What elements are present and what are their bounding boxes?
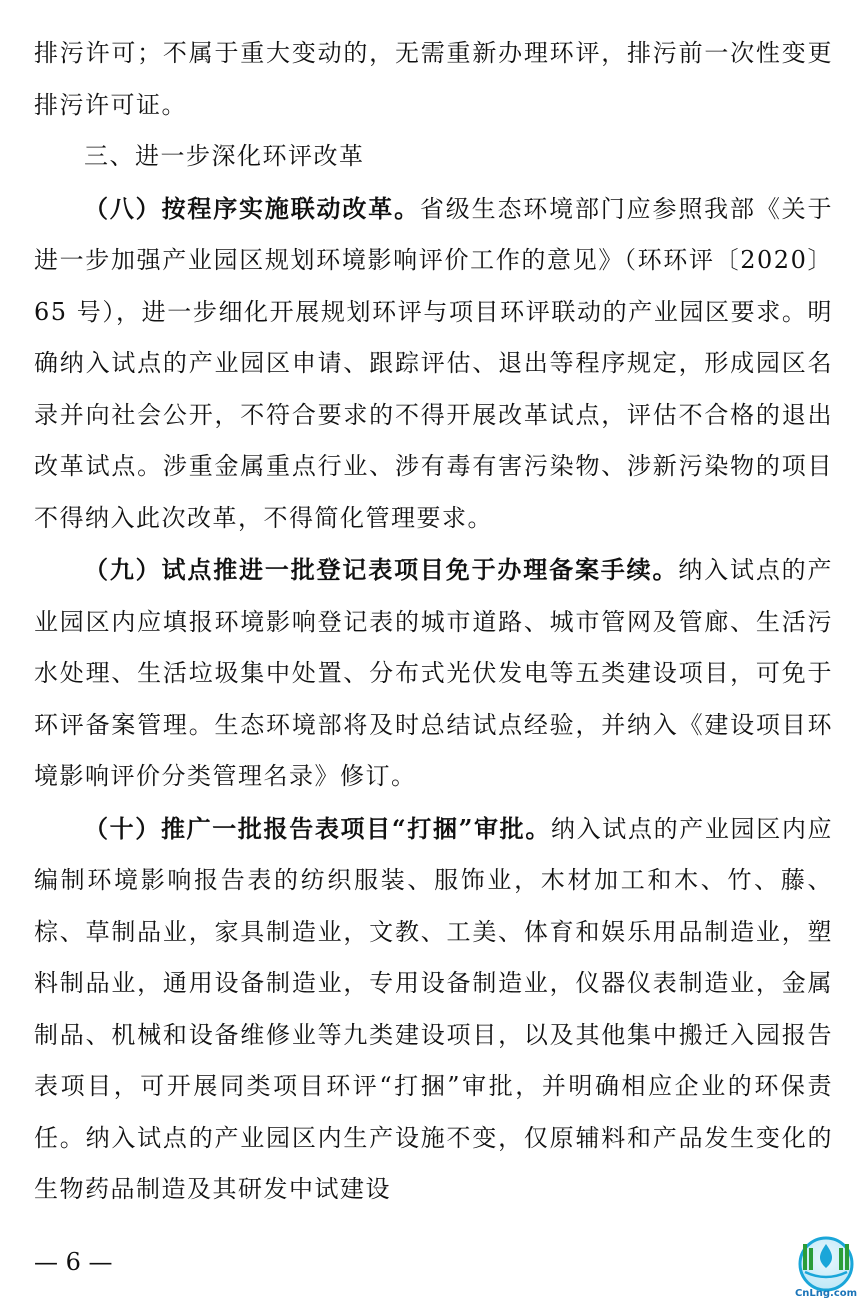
section-heading: 三、进一步深化环评改革 bbox=[84, 142, 365, 170]
item-10-title: （十）推广一批报告表项目“打捆”审批。 bbox=[84, 813, 551, 843]
item-8-body: 省级生态环境部门应参照我部《关于进一步加强产业园区规划环境影响评价工作的意见》（环环评〔2020〕65 号），进一步细化开展规划环评与项目环评联动的产业园区要求。明确纳入试点的产业园区申请、跟踪评估、退出等程序规定，形成园区名录并向社会公开，不符合要求的不得开展改革试点，评估不合格的退出改革试点。涉重金属重点行业、涉有毒有害污染物、涉新污染物的项目不得纳入此次改革，不得简化管理要求。 bbox=[34, 194, 834, 532]
item-10-body: 纳入试点的产业园区内应编制环境影响报告表的纺织服装、服饰业，木材加工和木、竹、藤、棕、草制品业，家具制造业，文教、工美、体育和娱乐用品制造业，塑料制品业，通用设备制造业，专用设备制造业，仪器仪表制造业，金属制品、机械和设备维修业等九类建设项目，以及其他集中搬迁入园报告表项目，可开展同类项目环评“打捆”审批，并明确相应企业的环保责任。纳入试点的产业园区内生产设施不变，仅原辅料和产品发生变化的生物药品制造及其研发中试建设 bbox=[34, 814, 834, 1203]
logo-text: CnLng.com bbox=[794, 1288, 858, 1299]
document-body bbox=[34, 28, 833, 1216]
paragraph-item-8 bbox=[34, 183, 833, 545]
paragraph-continuation: 排污许可；不属于重大变动的，无需重新办理环评，排污前一次性变更排污许可证。 bbox=[34, 39, 833, 119]
item-8-title: （八）按程序实施联动改革。 bbox=[84, 193, 420, 223]
page-number: — 6 — bbox=[34, 1248, 113, 1276]
cnlng-logo-icon bbox=[793, 1234, 859, 1300]
paragraph-item-10 bbox=[34, 803, 833, 1216]
paragraph-item-9 bbox=[34, 544, 833, 803]
item-9-title: （九）试点推进一批登记表项目免于办理备案手续。 bbox=[84, 555, 679, 584]
item-9-body: 纳入试点的产业园区内应填报环境影响登记表的城市道路、城市管网及管廊、生活污水处理、生活垃圾集中处置、分布式光伏发电等五类建设项目，可免于环评备案管理。生态环境部将及时总结试点经验，并纳入《建设项目环境影响评价分类管理名录》修订。 bbox=[34, 556, 834, 790]
